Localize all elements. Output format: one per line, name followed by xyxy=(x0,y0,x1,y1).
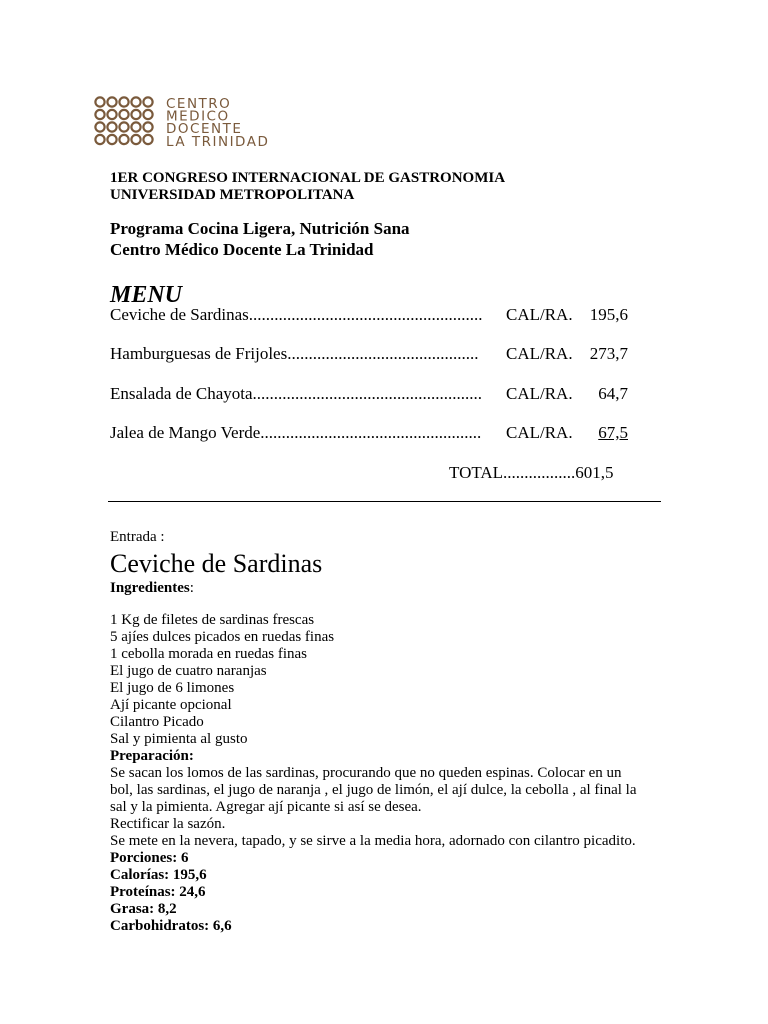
course-label: Entrada : xyxy=(110,529,165,545)
menu-item xyxy=(110,422,670,444)
logo-circle xyxy=(107,110,116,119)
centro-medico-logo xyxy=(94,96,294,150)
menu-item-unit: CAL/RA. xyxy=(506,384,573,403)
logo-circle xyxy=(119,110,128,119)
menu-item xyxy=(110,383,670,405)
section-divider xyxy=(108,501,661,502)
logo-circle xyxy=(119,122,128,131)
logo-circle xyxy=(95,135,104,144)
recipe-title: Ceviche de Sardinas xyxy=(110,549,323,578)
congress-title: 1ER CONGRESO INTERNACIONAL DE GASTRONOMIA xyxy=(110,170,506,186)
logo-circle xyxy=(143,97,152,106)
menu-title: MENU xyxy=(110,282,183,308)
menu-item-name: Ceviche de Sardinas....................................................... xyxy=(110,305,483,324)
ingredients-label: Ingredientes xyxy=(110,580,190,596)
logo-circle xyxy=(143,135,152,144)
menu-item-calories: 195,6 xyxy=(589,305,628,324)
logo-circle-grid xyxy=(95,97,152,144)
ingredients-heading xyxy=(110,580,194,597)
ingredients-colon: : xyxy=(189,580,194,596)
university-name: UNIVERSIDAD METROPOLITANA xyxy=(110,187,355,203)
logo-circle xyxy=(119,135,128,144)
menu-item xyxy=(110,343,670,365)
logo-circle xyxy=(95,122,104,131)
logo-circle xyxy=(95,97,104,106)
logo-wordmark-line: LA TRINIDAD xyxy=(166,133,270,150)
logo-circle xyxy=(143,110,152,119)
menu-item-name: Jalea de Mango Verde.................................................... xyxy=(110,423,482,442)
ingredient-item: 1 cebolla morada en ruedas finas xyxy=(110,646,307,662)
nutrition-fat: Grasa: 8,2 xyxy=(110,901,177,917)
ingredient-item: El jugo de cuatro naranjas xyxy=(110,663,267,679)
center-name: Centro Médico Docente La Trinidad xyxy=(110,240,374,259)
menu-item-unit: CAL/RA. xyxy=(506,344,573,363)
preparation-heading: Preparación: xyxy=(110,748,194,764)
logo-circle xyxy=(131,122,140,131)
menu-item-name: Hamburguesas de Frijoles............................................. xyxy=(110,344,479,363)
preparation-line: Rectificar la sazón. xyxy=(110,816,226,832)
ingredient-item: Ají picante opcional xyxy=(110,697,232,713)
nutrition-calories: Calorías: 195,6 xyxy=(110,867,207,883)
logo-circle xyxy=(143,122,152,131)
preparation-line: Se mete en la nevera, tapado, y se sirve a la media hora, adornado con cilantro picadito. xyxy=(110,833,636,849)
logo-graphic xyxy=(94,96,294,150)
logo-wordmark-line: CENTRO xyxy=(166,96,232,112)
logo-circle xyxy=(107,97,116,106)
program-name: Programa Cocina Ligera, Nutrición Sana xyxy=(110,219,410,238)
logo-circle xyxy=(119,97,128,106)
nutrition-carbs: Carbohidratos: 6,6 xyxy=(110,918,232,934)
menu-item-unit: CAL/RA. xyxy=(506,305,573,324)
menu-item-name: Ensalada de Chayota...................................................... xyxy=(110,384,483,403)
menu-item-calories: 67,5 xyxy=(598,423,628,442)
ingredient-item: 5 ajíes dulces picados en ruedas finas xyxy=(110,629,335,645)
ingredients-list xyxy=(110,612,670,935)
menu-item-calories: 273,7 xyxy=(589,344,628,363)
ingredient-item: Sal y pimienta al gusto xyxy=(110,731,248,747)
ingredient-item: El jugo de 6 limones xyxy=(110,680,235,696)
logo-circle xyxy=(131,135,140,144)
menu-item-unit: CAL/RA. xyxy=(506,423,573,442)
preparation-line: bol, las sardinas, el jugo de naranja , el jugo de limón, el ají dulce, la cebolla , al final la xyxy=(110,782,637,798)
logo-wordmark-line: DOCENTE xyxy=(166,121,243,138)
logo-circle xyxy=(95,110,104,119)
nutrition-proteins: Proteínas: 24,6 xyxy=(110,884,206,900)
preparation-line: sal y la pimienta. Agregar ají picante si así se desea. xyxy=(110,799,422,815)
logo-circle xyxy=(131,97,140,106)
menu-total: TOTAL.................601,5 xyxy=(449,463,614,482)
logo-circle xyxy=(107,122,116,131)
logo-wordmark xyxy=(166,96,269,150)
ingredient-item: 1 Kg de filetes de sardinas frescas xyxy=(110,612,315,628)
preparation-line: Se sacan los lomos de las sardinas, procurando que no queden espinas. Colocar en un xyxy=(110,765,622,781)
logo-circle xyxy=(131,110,140,119)
logo-circle xyxy=(107,135,116,144)
menu-item-calories: 64,7 xyxy=(598,384,628,403)
ingredient-item: Cilantro Picado xyxy=(110,714,204,730)
menu-item xyxy=(110,304,670,326)
nutrition-portions: Porciones: 6 xyxy=(110,850,189,866)
logo-wordmark-line: MEDICO xyxy=(166,108,230,125)
